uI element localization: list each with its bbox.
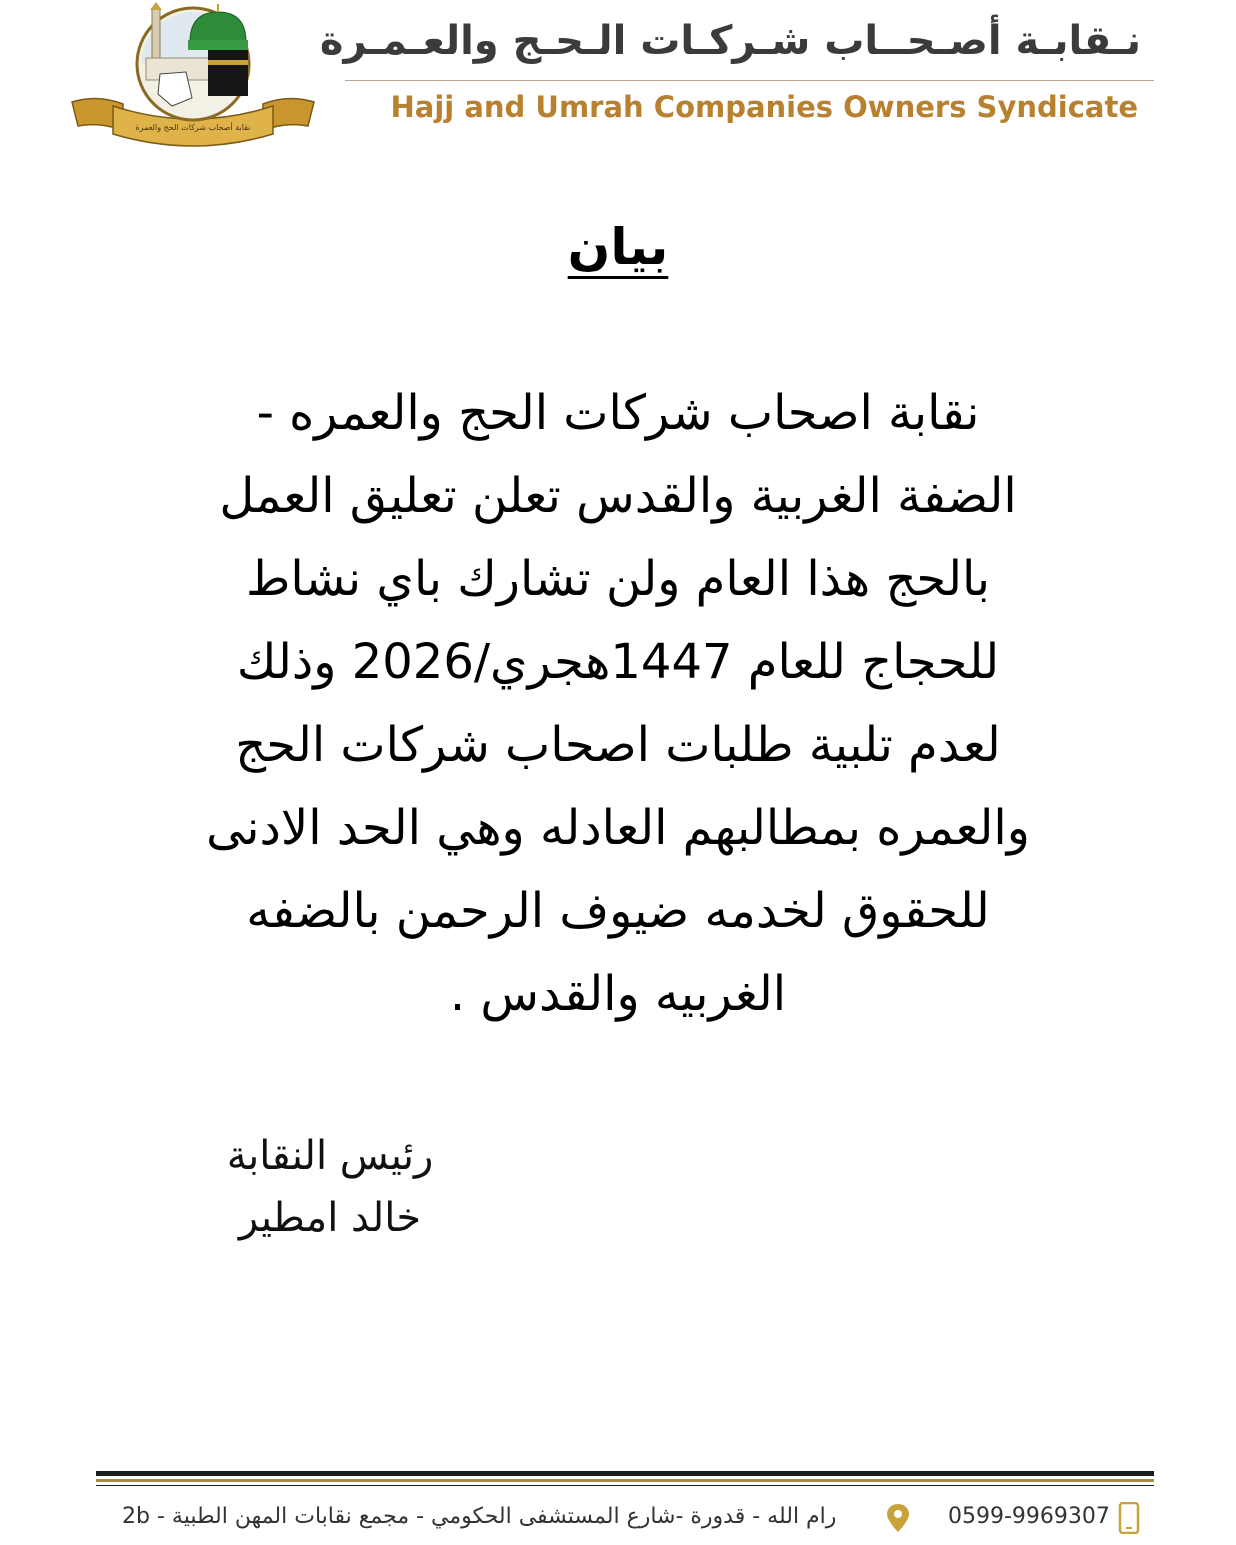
location-pin-icon [886, 1503, 910, 1533]
signature-role: رئيس النقابة [226, 1133, 434, 1179]
statement-line: والعمره بمطالبهم العادله وهي الحد الادنى [206, 800, 1030, 856]
statement-line: للحجاج للعام 1447هجري/2026 وذلك [236, 634, 1000, 690]
footer-divider-thick [96, 1471, 1154, 1476]
mobile-phone-icon [1118, 1502, 1140, 1534]
statement-line: بالحج هذا العام ولن تشارك باي نشاط [245, 551, 991, 607]
statement-line: نقابة اصحاب شركات الحج والعمره - [256, 385, 980, 441]
signature-block [180, 1125, 480, 1249]
footer-address: رام الله - قدورة -شارع المستشفى الحكومي - مجمع نقابات المهن الطبية - 2b [122, 1504, 837, 1529]
footer-divider-gold [96, 1479, 1154, 1482]
footer-divider-thin [96, 1485, 1154, 1486]
statement-body [130, 372, 1106, 1036]
org-name-arabic: نـقابـة أصـحــاب شـركـات الـحـج والعـمـرة [319, 18, 1141, 64]
syndicate-logo [68, 2, 318, 152]
statement-line: للحقوق لخدمه ضيوف الرحمن بالضفه [246, 883, 990, 939]
statement-line: الضفة الغربية والقدس تعلن تعليق العمل [219, 468, 1017, 524]
header-divider [345, 80, 1154, 81]
footer-phone[interactable]: 0599-9969307 [948, 1504, 1110, 1529]
footer [110, 1498, 1150, 1538]
logo-ribbon-text: نقابة أصحاب شركات الحج والعمرة [135, 123, 251, 132]
statement-line: الغربيه والقدس . [449, 966, 787, 1022]
org-name-english: Hajj and Umrah Companies Owners Syndicate [390, 90, 1138, 124]
document-title: بيان [567, 218, 669, 276]
signature-name: خالد امطير [238, 1195, 422, 1241]
statement-line: لعدم تلبية طلبات اصحاب شركات الحج [235, 717, 1001, 773]
